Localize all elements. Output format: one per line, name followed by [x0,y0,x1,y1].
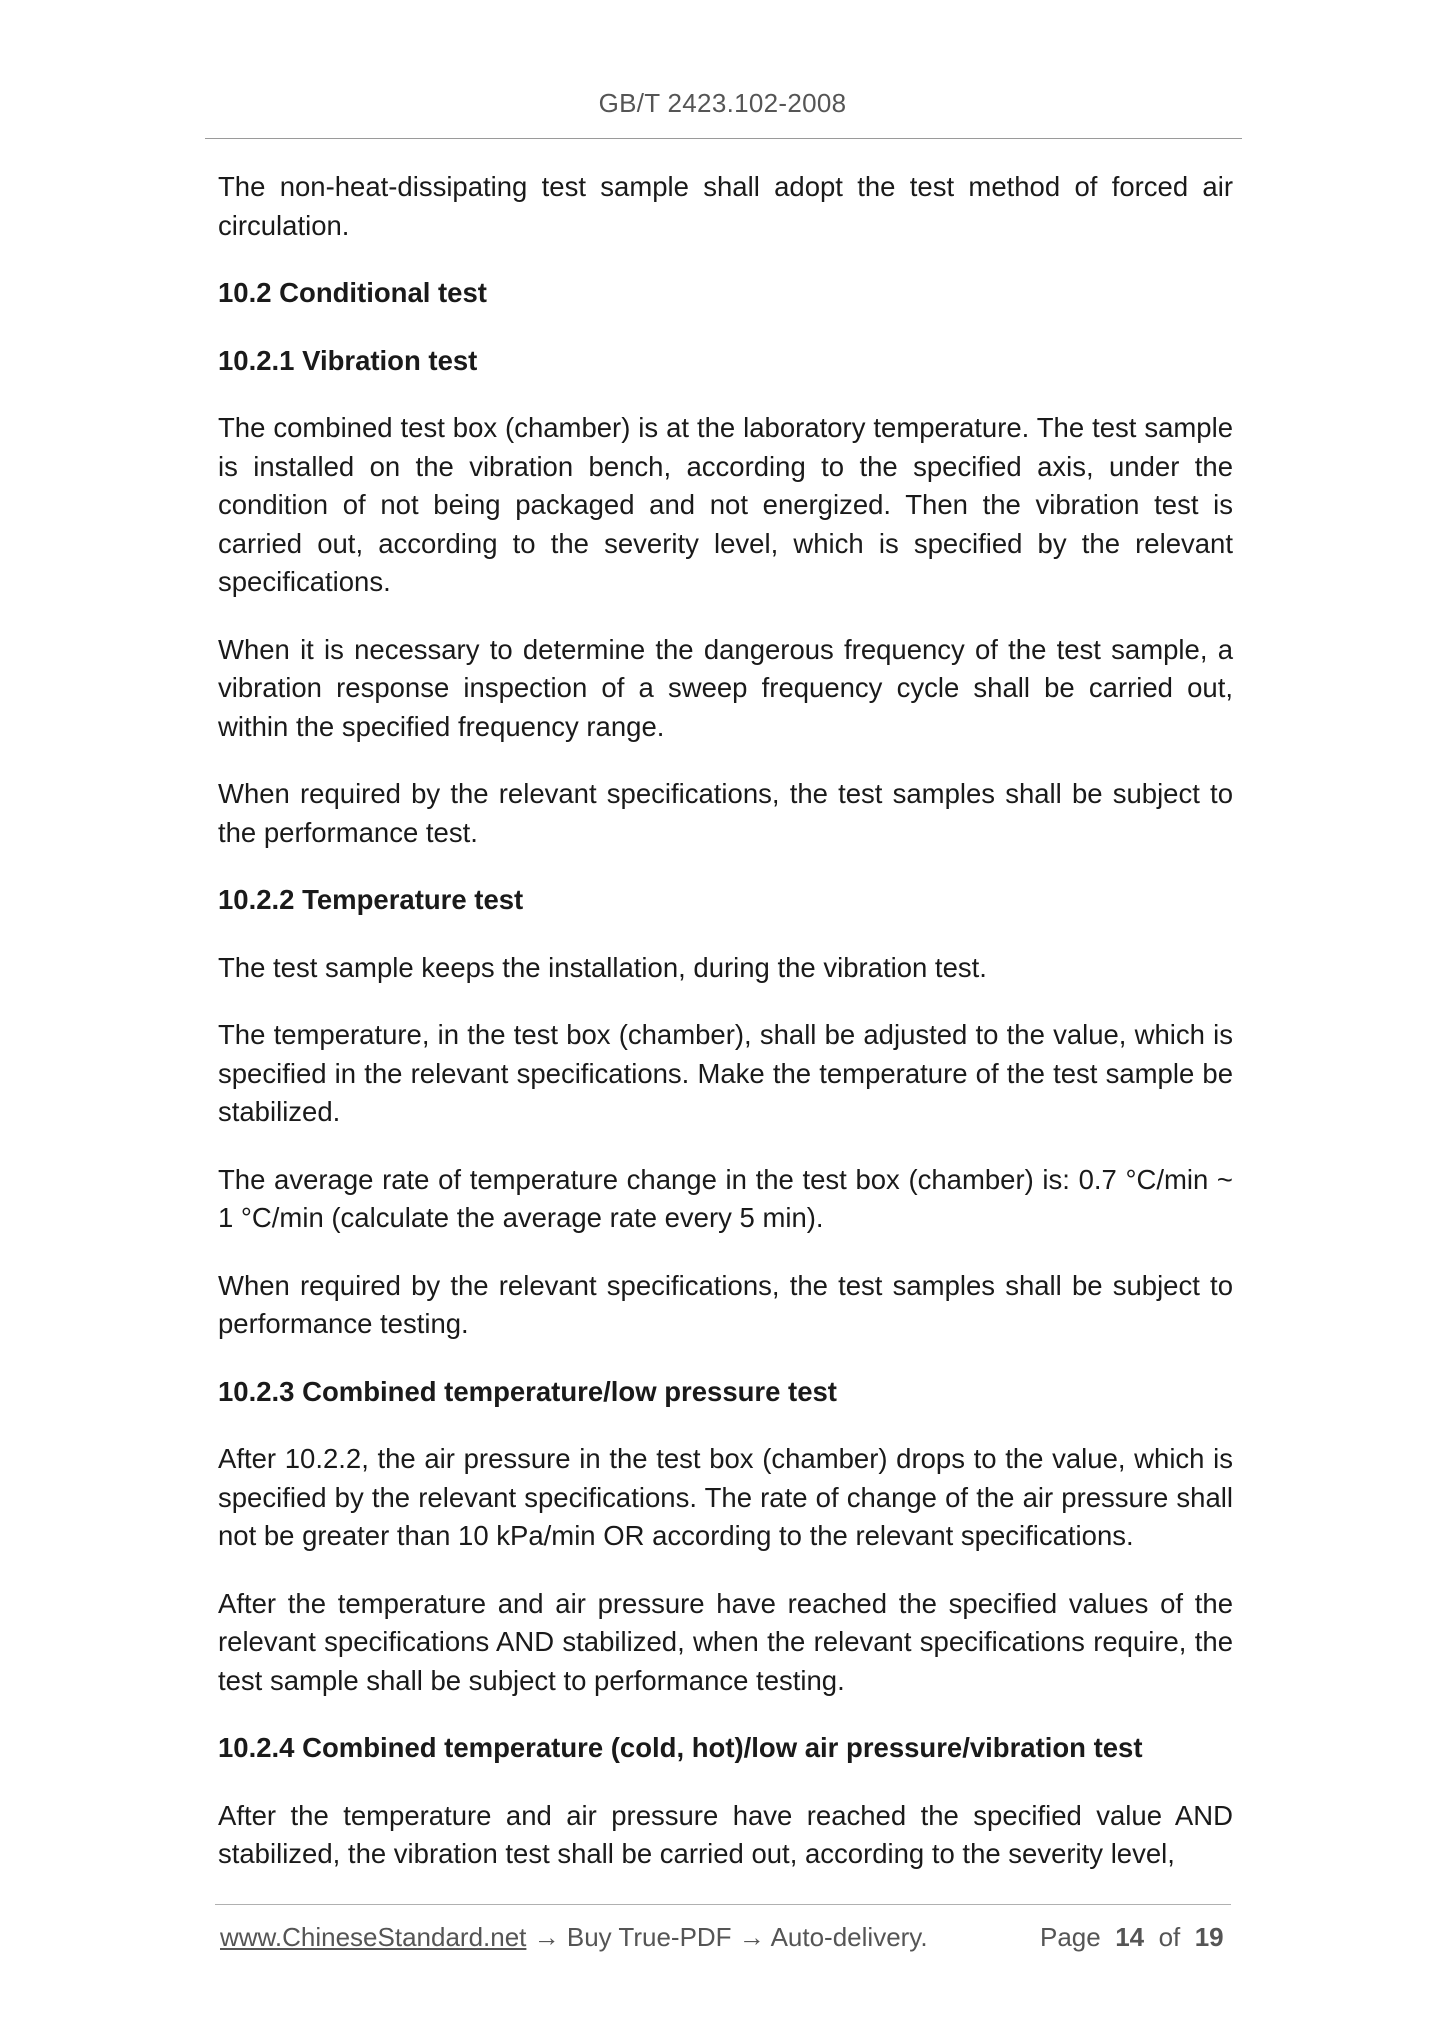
page-indicator [1040,1922,1224,1953]
page-number: 14 [1115,1922,1145,1952]
paragraph: The average rate of temperature change in the test box (chamber) is: 0.7 °C/min ~ 1 °C/min (calculate the average rate every 5 min). [218,1163,1233,1233]
paragraph: The test sample keeps the installation, during the vibration test. [218,951,987,983]
paragraph: The combined test box (chamber) is at the laboratory temperature. The test sample is installed on the vibration bench, according to the specified axis, under the condition of not being packaged and not energized. Then the vibration test is carried out, according to the severity level, which is specified by the relevant specifications. [218,412,1233,597]
page-header: GB/T 2423.102-2008 [598,88,847,118]
footer-left [220,1922,928,1953]
header-divider [205,138,1242,139]
paragraph: When it is necessary to determine the dangerous frequency of the test sample, a vibration response inspection of a sweep frequency cycle shall be carried out, within the specified frequency range. [218,633,1233,742]
website-link[interactable]: www.ChineseStandard.net [220,1922,527,1952]
paragraph: After the temperature and air pressure have reached the specified values of the relevant specifications AND stabilized, when the relevant specifications require, the test sample shall be subject to performance testing. [218,1587,1233,1696]
section-heading-10-2: 10.2 Conditional test [218,277,487,308]
footer-tagline: → Buy True-PDF → Auto-delivery. [526,1922,928,1952]
page-total: 19 [1194,1922,1224,1952]
paragraph: The temperature, in the test box (chamber), shall be adjusted to the value, which is specified in the relevant specifications. Make the temperature of the test sample be stabilized. [218,1019,1233,1127]
page-label: Page [1040,1922,1101,1952]
paragraph: When required by the relevant specifications, the test samples shall be subject to performance testing. [218,1269,1233,1339]
section-heading-10-2-2: 10.2.2 Temperature test [218,884,524,915]
footer-divider [215,1904,1231,1905]
section-heading-10-2-3: 10.2.3 Combined temperature/low pressure test [218,1375,837,1407]
section-heading-10-2-4: 10.2.4 Combined temperature (cold, hot)/low air pressure/vibration test [218,1732,1143,1763]
paragraph: When required by the relevant specifications, the test samples shall be subject to the performance test. [218,778,1233,848]
section-heading-10-2-1: 10.2.1 Vibration test [218,344,478,376]
paragraph: After 10.2.2, the air pressure in the test box (chamber) drops to the value, which is specified by the relevant specifications. The rate of change of the air pressure shall not be greater than 10 kPa/min OR according to the relevant specifications. [218,1443,1233,1551]
paragraph: After the temperature and air pressure have reached the specified value AND stabilized, the vibration test shall be carried out, according to the severity level, [218,1799,1233,1869]
of-label: of [1158,1922,1181,1952]
document-body [218,168,1233,1903]
paragraph: The non-heat-dissipating test sample shall adopt the test method of forced air circulation. [218,171,1233,241]
